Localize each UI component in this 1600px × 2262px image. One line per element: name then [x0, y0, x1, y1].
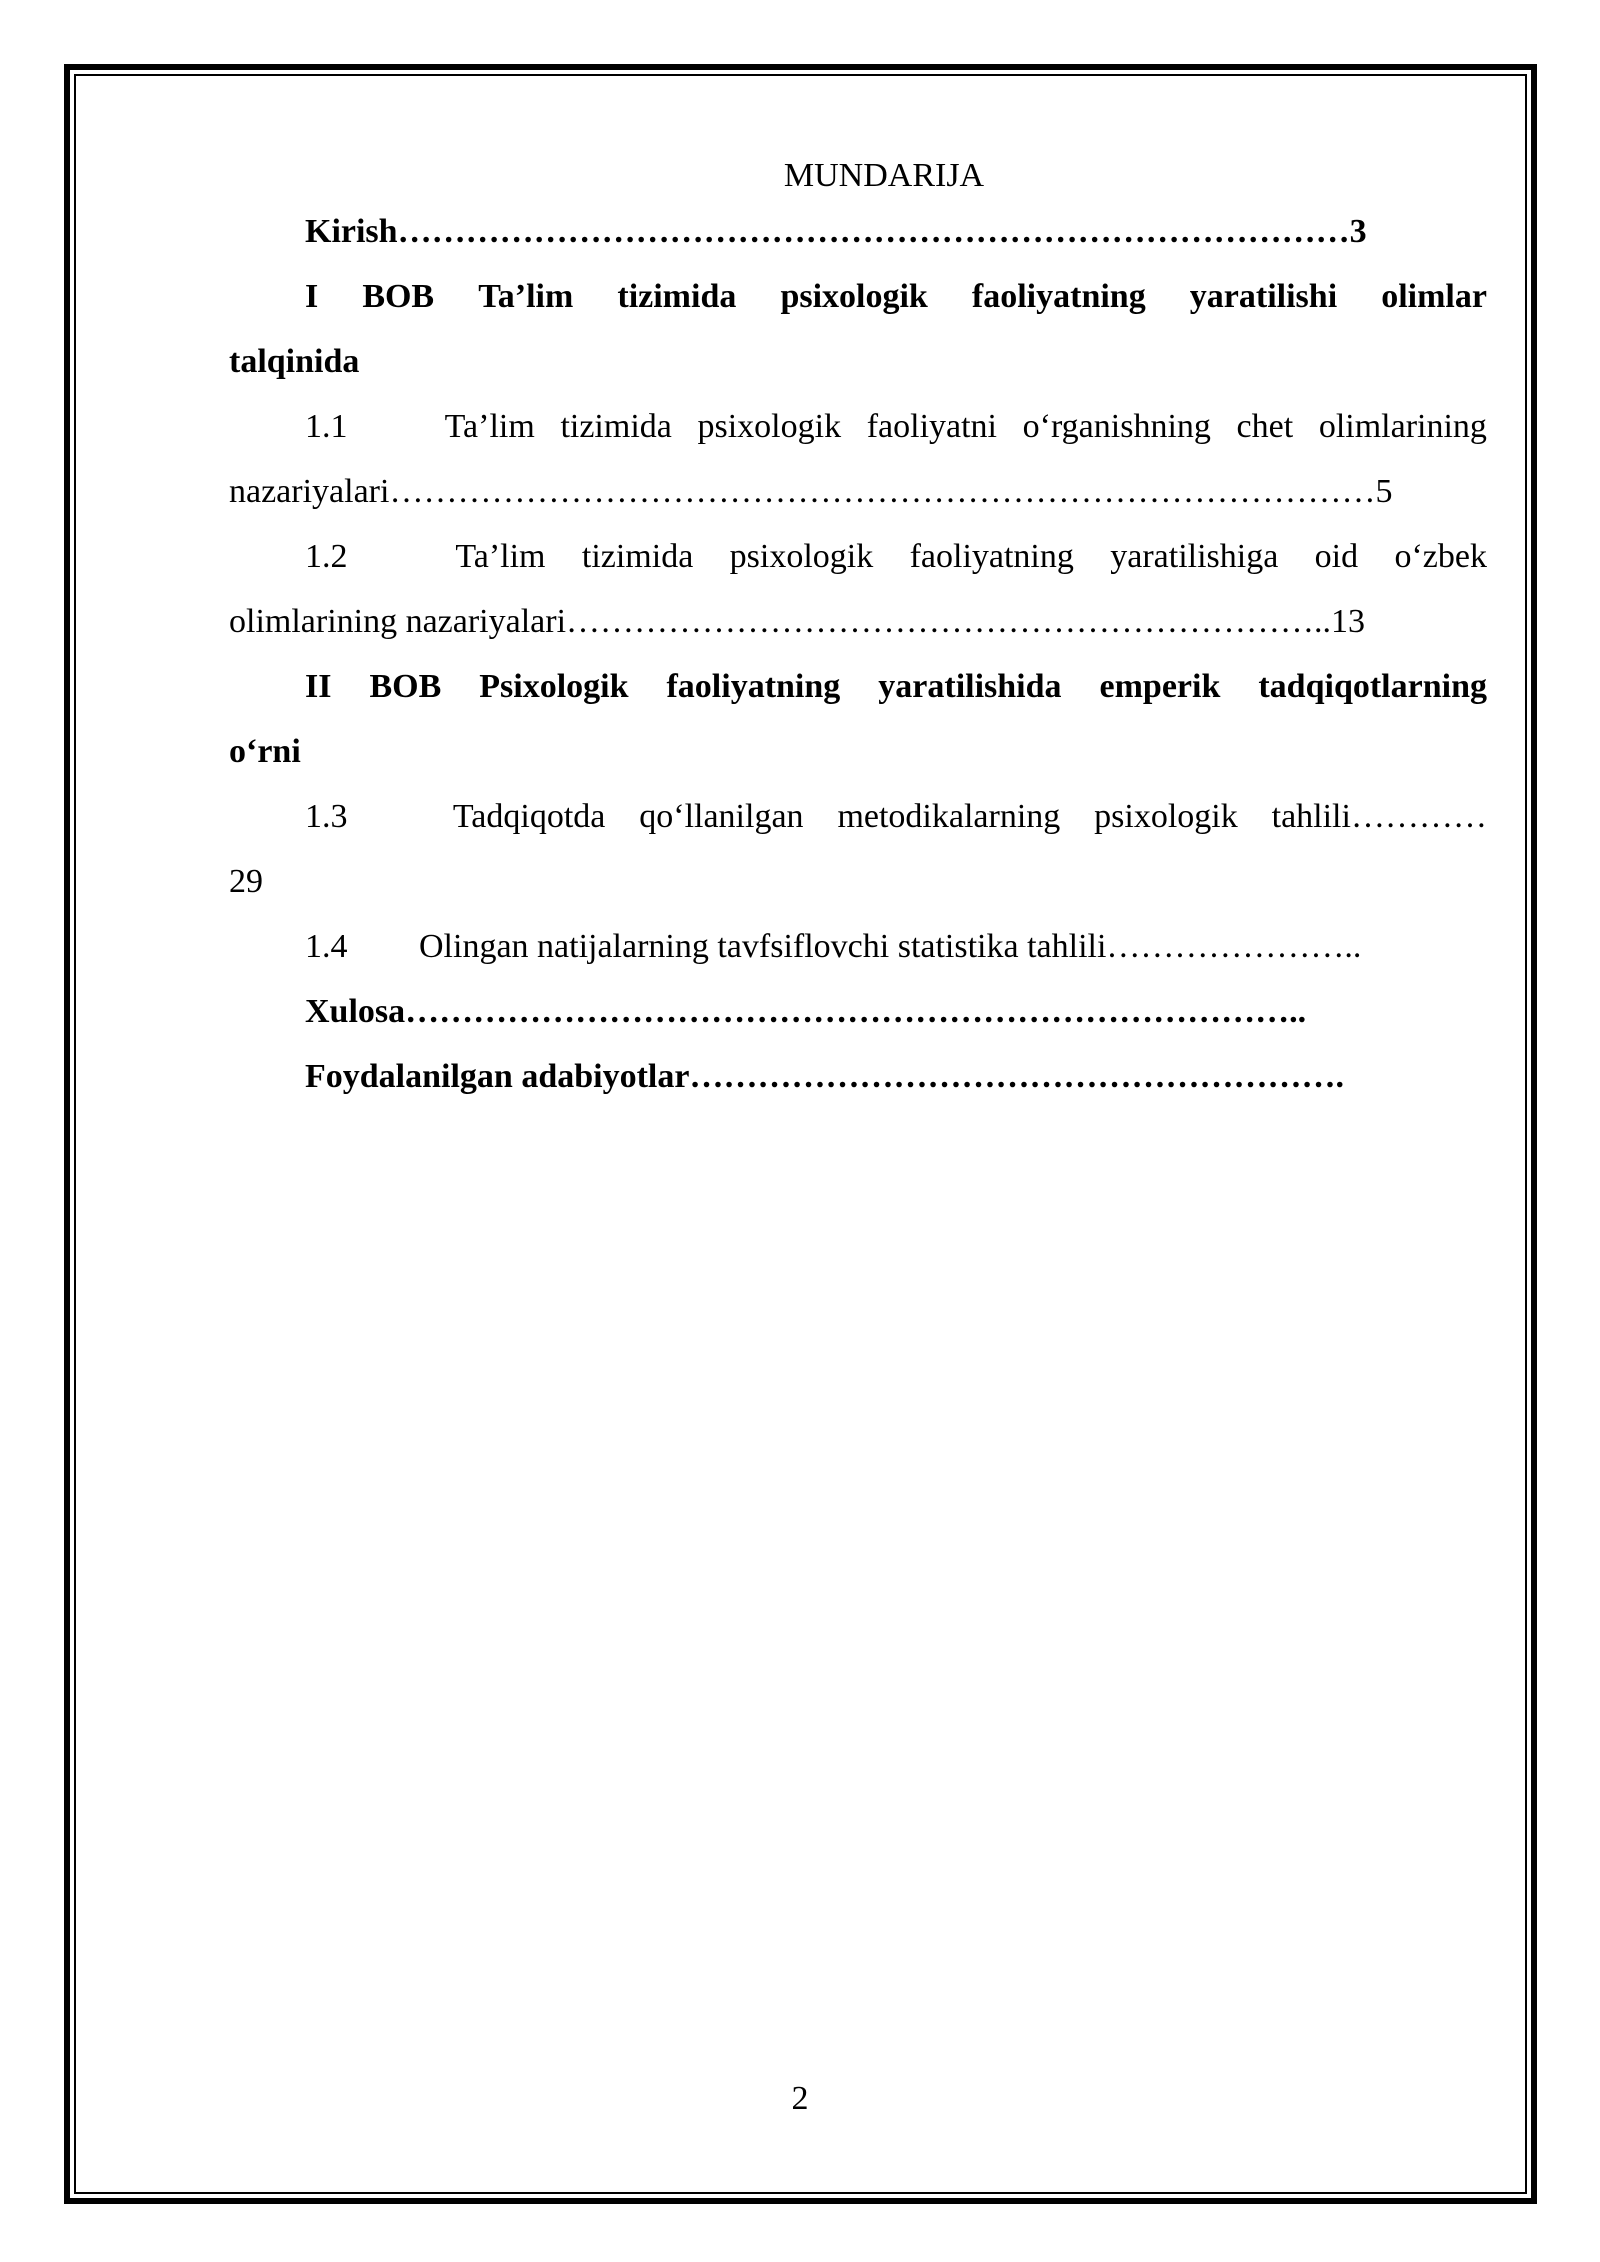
toc-word: psixologik: [780, 278, 928, 315]
toc-entry-1-3: [229, 784, 1487, 849]
toc-word: tizimida: [581, 538, 694, 575]
toc-word: tahlili…………: [1271, 798, 1487, 835]
toc-word: faoliyatning: [666, 668, 841, 705]
toc-word: qo‘llanilgan: [639, 798, 804, 835]
toc-entry-bob2: [229, 654, 1487, 719]
toc-word: faoliyatning: [971, 278, 1146, 315]
toc-entry-references: Foydalanilgan adabiyotlar………………………………………………….: [305, 1058, 1344, 1095]
toc-word: psixologik: [1094, 798, 1238, 835]
toc-word: faoliyatning: [909, 538, 1074, 575]
toc-entry-1-1-cont: nazariyalari……………………………………………………………………………5: [229, 473, 1393, 510]
toc-word: Psixologik: [479, 668, 629, 705]
toc-entry-bob2-cont: o‘rni: [229, 733, 301, 770]
toc-word: emperik: [1099, 668, 1221, 705]
toc-word: II: [305, 668, 332, 705]
toc-word: metodikalarning: [837, 798, 1061, 835]
toc-word: Ta’lim: [455, 538, 546, 575]
toc-word: yaratilishi: [1189, 278, 1338, 315]
toc-number: 1.3: [305, 798, 348, 835]
toc-word: olimlarining: [1318, 408, 1487, 445]
toc-entry-xulosa: Xulosa……………………………………………………………………..: [305, 993, 1307, 1030]
toc-word: faoliyatni: [866, 408, 998, 445]
toc-word: psixologik: [697, 408, 842, 445]
toc-entry-1-4: [229, 914, 1487, 979]
toc-word: Tadqiqotda: [452, 798, 606, 835]
toc-entry-bob1-cont: talqinida: [229, 343, 360, 380]
toc-entry-1-2-cont: olimlarining nazariyalari…………………………………………………………..13: [229, 603, 1366, 640]
toc-entry-text: Olingan natijalarning tavfsiflovchi statistika tahlili…………………..: [419, 928, 1362, 965]
toc-word: BOB: [362, 278, 435, 315]
toc-number: 1.1: [305, 408, 348, 445]
toc-entry-1-1: [229, 394, 1487, 459]
toc-word: psixologik: [729, 538, 874, 575]
page-title: MUNDARIJA: [783, 157, 985, 194]
toc-number: 1.2: [305, 538, 348, 575]
toc-entry-bob1: [229, 264, 1487, 329]
toc-word: tizimida: [617, 278, 737, 315]
toc-word: o‘rganishning: [1022, 408, 1211, 445]
toc-word: Ta’lim: [478, 278, 574, 315]
toc-entry-1-3-cont: 29: [229, 863, 263, 900]
toc-word: Ta’lim: [444, 408, 535, 445]
toc-word: yaratilishida: [878, 668, 1062, 705]
toc-word: tizimida: [560, 408, 672, 445]
table-of-contents: [229, 152, 1487, 1109]
toc-word: olimlar: [1381, 278, 1487, 315]
toc-word: tadqiqotlarning: [1258, 668, 1487, 705]
toc-word: I: [305, 278, 319, 315]
page-number: 2: [791, 2080, 809, 2117]
toc-word: chet: [1236, 408, 1294, 445]
toc-word: yaratilishiga: [1110, 538, 1279, 575]
toc-word: o‘zbek: [1394, 538, 1487, 575]
toc-word: BOB: [369, 668, 442, 705]
toc-number: 1.4: [305, 928, 348, 965]
toc-word: oid: [1314, 538, 1359, 575]
toc-entry-kirish: Kirish…………………………………………………………………………3: [305, 213, 1367, 250]
toc-entry-1-2: [229, 524, 1487, 589]
